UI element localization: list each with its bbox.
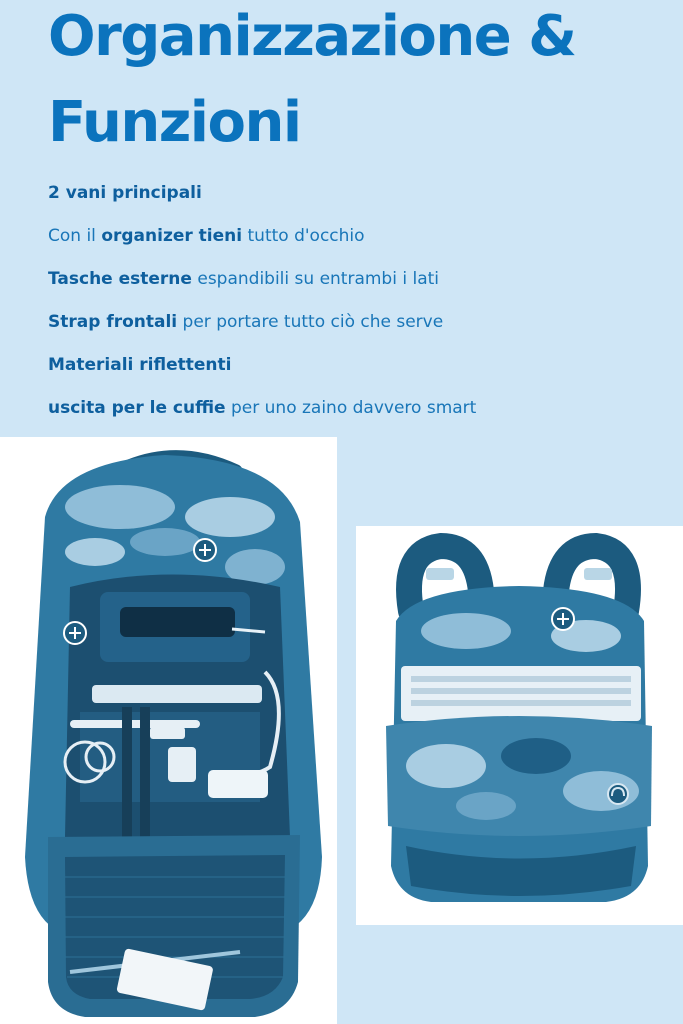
feature-bold-text: organizer tieni xyxy=(101,226,243,246)
page-title-line-2: Funzioni xyxy=(48,90,301,155)
feature-item xyxy=(48,301,668,344)
feature-bold-text: 2 vani principali xyxy=(48,183,202,203)
feature-text: per uno zaino davvero smart xyxy=(225,398,477,418)
backpack-front-photo xyxy=(356,526,683,925)
page-title xyxy=(48,0,668,166)
feature-item xyxy=(48,215,668,258)
feature-item xyxy=(48,172,668,215)
page-title-line-1: Organizzazione & xyxy=(48,4,576,69)
feature-text: per portare tutto ciò che serve xyxy=(177,312,444,332)
feature-bold-text: uscita per le cuffie xyxy=(48,398,226,418)
feature-text: Con il xyxy=(48,226,102,246)
feature-text: espandibili su entrambi i lati xyxy=(191,269,440,289)
plus-circle-icon[interactable] xyxy=(64,622,86,644)
backpack-open-organizer-photo xyxy=(0,437,337,1024)
feature-item xyxy=(48,344,668,387)
feature-bold-text: Strap frontali xyxy=(48,312,178,332)
feature-list xyxy=(48,172,668,430)
backpack-open-illustration xyxy=(0,437,337,1024)
feature-text: tutto d'occhio xyxy=(242,226,365,246)
plus-circle-icon[interactable] xyxy=(194,539,216,561)
feature-item xyxy=(48,387,668,430)
plus-circle-icon[interactable] xyxy=(552,608,574,630)
backpack-front-illustration xyxy=(356,526,683,925)
feature-bold-text: Materiali riflettenti xyxy=(48,355,232,375)
feature-bold-text: Tasche esterne xyxy=(48,269,192,289)
feature-item xyxy=(48,258,668,301)
